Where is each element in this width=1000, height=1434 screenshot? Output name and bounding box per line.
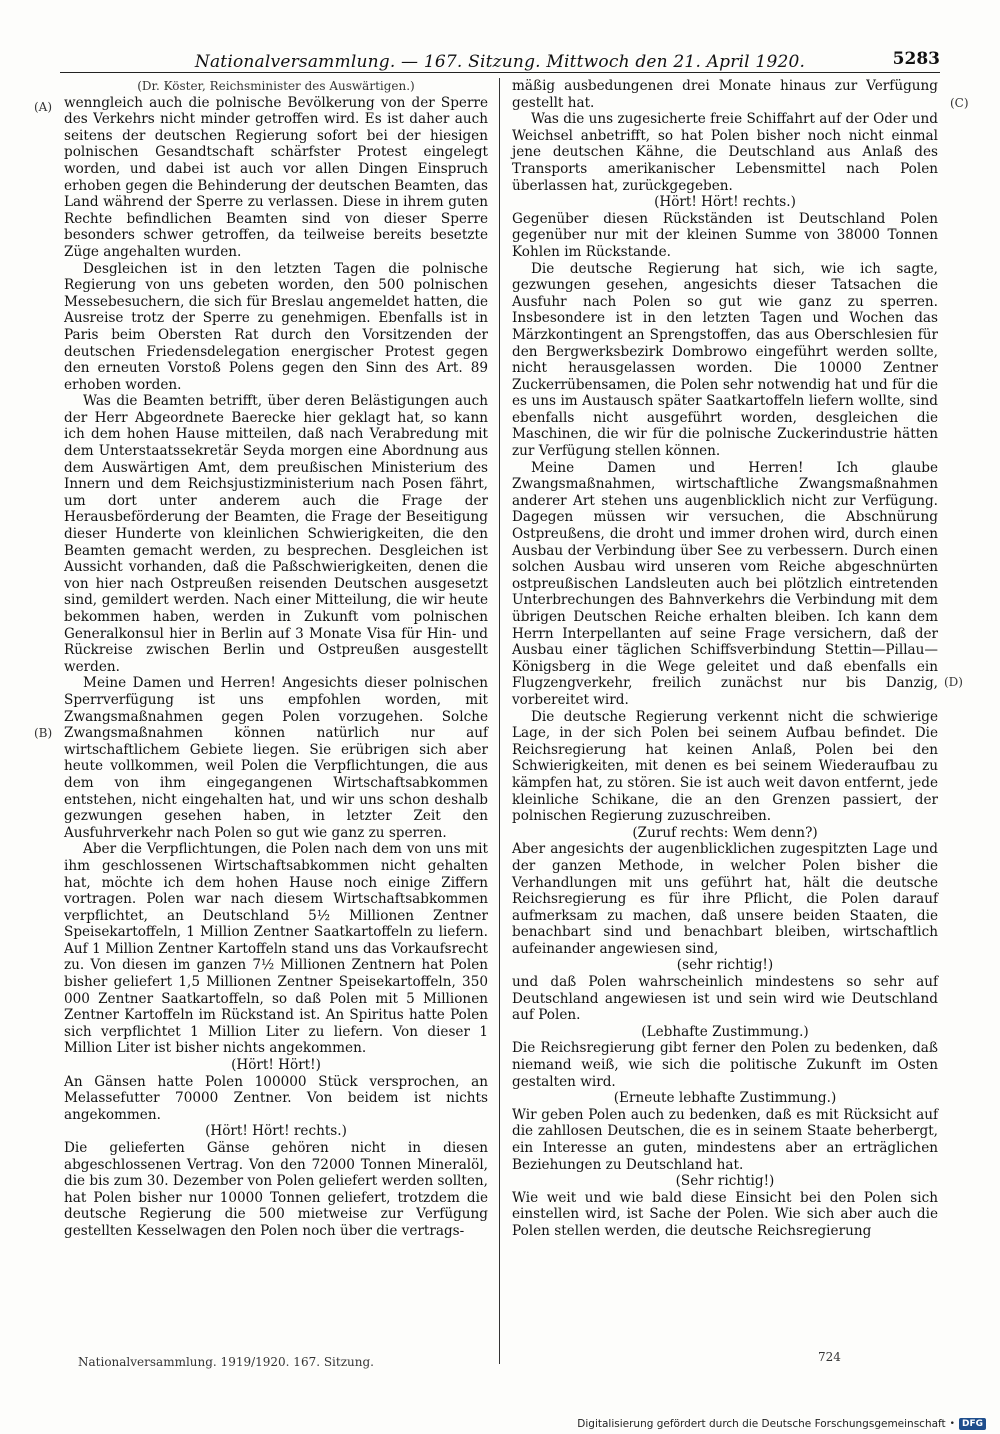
paragraph: Die gelieferten Gänse gehören nicht in diesen abgeschlossenen Vertrag. Von den 72000 Tonnen Mineralöl, die bis zum 30. Dezember von Polen geliefert werden sollten, hat Polen bisher nur 10000 Tonnen geliefert, trotzdem die deutsche Regierung die 500 mietweise zur Verfügung gestellten Kesselwagen den Polen noch über die vertrags- bbox=[64, 1140, 488, 1239]
speaker-attribution: (Dr. Köster, Reichsminister des Auswärtigen.) bbox=[137, 79, 415, 93]
paragraph: Was die uns zugesicherte freie Schiffahrt auf der Oder und Weichsel anbetrifft, so hat Polen bisher noch nicht einmal jene deutschen Kähne, die Deutschland aus Anlaß des Transports amerikanischer Lebensmittel nach Polen überlassen hat, zurückgegeben. bbox=[512, 111, 938, 194]
interjection: (sehr richtig!) bbox=[676, 957, 774, 974]
margin-marker-a: (A) bbox=[34, 100, 53, 114]
paragraph: wenngleich auch die polnische Bevölkerung von der Sperre des Verkehrs nicht minder getroffen wird. Es ist daher auch seitens der deutschen Regierung sofort bei der hiesigen polnischen Gesandtschaft schärfster Protest eingelegt worden, und dabei ist auch vor allen Dingen Einspruch erhoben gegen die Behinderung der deutschen Beamten, das Land während der Sperre zu verlassen. Diese in ihrem guten Rechte befindlichen Beamten sind von dieser Sperre besonders schwer getroffen, da teilweise bereits besetzte Züge angehalten wurden. bbox=[64, 94, 488, 260]
paragraph: Meine Damen und Herren! Ich glaube Zwangsmaßnahmen, wirtschaftliche Zwangsmaßnahmen anderer Art stehen uns augenblicklich nicht zur Verfügung. Dagegen müssen wir versuchen, die Abschnürung Ostpreußens, die droht und immer drohen wird, durch einen Ausbau der Verbindung über See zu verbessern. Durch einen solchen Ausbau wird unseren vom Reiche abgeschnürten ostpreußischen Landsleuten auch bei plötzlich eintretenden Unterbrechungen des Bahnverkehrs die Verbindung mit dem übrigen Deutschen Reiche erhalten bleiben. Ich kann dem Herrn Interpellanten auf seine Frage versichern, daß der Ausbau einer täglichen Schiffsverbindung Stettin—Pillau—Königsberg in die Wege geleitet und daß ebenfalls ein Flugzengverkehr, freilich zunächst nur bis Danzig, vorbereitet wird. bbox=[512, 459, 938, 708]
margin-marker-d: (D) bbox=[944, 675, 963, 689]
paragraph: Die deutsche Regierung hat sich, wie ich sagte, gezwungen gesehen, angesichts dieser Tatsachen die Ausfuhr nach Polen so gut wie ganz zu sperren. Insbesondere ist in den letzten Tagen und Wochen das Märzkontingent an Sprengstoffen, das aus Oberschlesien für den Bergwerksbezirk Dombrowo eingeführt werden sollte, nicht herausgelassen worden. Die 10000 Zentner Zuckerrübensamen, die Polen sehr notwendig hat und für die es uns im Austausch später Saatkartoffeln liefern wollte, sind ebenfalls nicht ausgeführt worden, desgleichen die Maschinen, die wir für die polnische Zuckerindustrie hätten zur Verfügung stellen können. bbox=[512, 260, 938, 460]
running-header bbox=[60, 42, 940, 73]
paragraph: Aber die Verpflichtungen, die Polen nach dem von uns mit ihm geschlossenen Wirtschaftsabkommen nicht gehalten hat, möchte ich dem hohen Hause noch einige Ziffern vortragen. Polen war nach diesem Wirtschaftsabkommen verpflichtet, an Deutschland 5½ Millionen Zentner Speisekartoffeln, 1 Million Zentner Saatkartoffeln zu liefern. Auf 1 Million Zentner Kartoffeln stand uns das Vorkaufsrecht zu. Von diesen im ganzen 7½ Millionen Zentnern hat Polen bisher geliefert 1,5 Millionen Zentner Speisekartoffeln, 350 000 Zentner Saatkartoffeln, so daß Polen mit 5 Millionen Zentner Kartoffeln im Rückstand ist. An Spiritus hatte Polen sich verpflichtet 1 Million Liter zu liefern. Von dieser 1 Million Liter ist bisher nichts angekommen. bbox=[64, 841, 488, 1057]
paragraph: Was die Beamten betrifft, über deren Belästigungen auch der Herr Abgeordnete Baerecke hier geklagt hat, so kann ich dem hohen Hause mitteilen, daß nach Verabredung mit dem Unterstaatssekretär Seyda morgen eine Abordnung aus dem Auswärtigen Amt, dem preußischen Ministerium des Innern und dem Reichsjustizministerium nach Posen fährt, um dort unter anderem auch die Frage der Herausbeförderung der Beamten, die Frage der Beseitigung dieser Hunderte von kleinlichen Schwierigkeiten, die den Beamten gemacht werden, zu besprechen. Desgleichen ist Aussicht vorhanden, daß die Paßschwierigkeiten, denen die von hier nach Ostpreußen reisenden Deutschen ausgesetzt sind, gemildert werden. Nach einer Mitteilung, die wir heute bekommen haben, werden in Zukunft vom polnischen Generalkonsul hier in Berlin auf 3 Monate Visa für Hin- und Rückreise zwischen Berlin und Ostpreußen ausgestellt werden. bbox=[64, 393, 488, 675]
margin-marker-c: (C) bbox=[950, 96, 969, 110]
paragraph: und daß Polen wahrscheinlich mindestens so sehr auf Deutschland angewiesen ist und sein wird wie Deutschland auf Polen. bbox=[512, 974, 938, 1024]
credit-separator: • bbox=[949, 1419, 955, 1429]
interjection: (Zuruf rechts: Wem denn?) bbox=[632, 824, 818, 841]
interjection: (Lebhafte Zustimmung.) bbox=[641, 1023, 809, 1040]
paragraph: Aber angesichts der augenblicklichen zugespitzten Lage und der ganzen Methode, in welcher Polen bisher die Verhandlungen mit uns geführt hat, hält die deutsche Reichsregierung es für ihre Pflicht, die Polen darauf aufmerksam zu machen, daß unsere beiden Staaten, die benachbart sind und benachbart bleiben, wirtschaftlich aufeinander angewiesen sind, bbox=[512, 841, 938, 957]
dfg-logo: DFG bbox=[959, 1418, 986, 1430]
paragraph: mäßig ausbedungenen drei Monate hinaus zur Verfügung gestellt hat. bbox=[512, 78, 938, 111]
paragraph: Gegenüber diesen Rückständen ist Deutschland Polen gegenüber nur mit der kleinen Summe von 38000 Tonnen Kohlen im Rückstande. bbox=[512, 210, 938, 260]
left-column bbox=[64, 78, 488, 1240]
footer-signature: Nationalversammlung. 1919/1920. 167. Sitzung. bbox=[78, 1355, 374, 1369]
paragraph: Wir geben Polen auch zu bedenken, daß es mit Rücksicht auf die zahllosen Deutschen, die es in seinem Staate beherbergt, ein Interesse an guten, mindestens aber an erträglichen Beziehungen zu Deutschland hat. bbox=[512, 1106, 938, 1173]
interjection: (Hört! Hört! rechts.) bbox=[205, 1123, 347, 1140]
footer-sheet-number: 724 bbox=[818, 1350, 841, 1364]
paragraph: Meine Damen und Herren! Angesichts dieser polnischen Sperrverfügung ist uns empfohlen worden, mit Zwangsmaßnahmen gegen Polen vorzugehen. Solche Zwangsmaßnahmen können natürlich nur auf wirtschaftlichem Gebiete liegen. Sie erübrigen sich aber heute vollkommen, weil Polen die Verpflichtungen, die aus dem von ihm eingegangenen Wirtschaftsabkommen entstehen, nicht eingehalten hat, und wir uns schon deshalb gezwungen gesehen haben, in letzter Zeit den Ausfuhrverkehr nach Polen so gut wie ganz zu sperren. bbox=[64, 675, 488, 841]
paragraph: Die deutsche Regierung verkennt nicht die schwierige Lage, in der sich Polen bei seinem Aufbau befindet. Die Reichsregierung hat keinen Anlaß, Polen bei den Schwierigkeiten, mit denen es bei seinem Wiederaufbau zu kämpfen hat, zu stören. Sie ist auch weit davon entfernt, jede kleinliche Schikane, die an den Grenzen passiert, der polnischen Regierung zuzuschreiben. bbox=[512, 708, 938, 825]
margin-marker-b: (B) bbox=[34, 726, 53, 740]
interjection: (Erneute lebhafte Zustimmung.) bbox=[613, 1090, 837, 1107]
column-divider bbox=[499, 78, 500, 1364]
interjection: (Hört! Hört! rechts.) bbox=[654, 194, 796, 211]
credit-text: Digitalisierung gefördert durch die Deutsche Forschungsgemeinschaft bbox=[577, 1418, 946, 1430]
paragraph: Die Reichsregierung gibt ferner den Polen zu bedenken, daß niemand weiß, wie sich die politische Zukunft im Osten gestalten wird. bbox=[512, 1040, 938, 1090]
page-number: 5283 bbox=[892, 49, 940, 69]
paragraph: Desgleichen ist in den letzten Tagen die polnische Regierung von uns gebeten worden, den 500 polnischen Messebesuchern, die sich für Breslau angemeldet hatten, die Ausreise trotz der Sperre zu genehmigen. Ebenfalls ist in Paris beim Obersten Rat durch den Vorsitzenden der deutschen Friedensdelegation energischer Protest gegen den erneuten Vorstoß Polens gegen den Sinn des Art. 89 erhoben worden. bbox=[64, 260, 488, 393]
right-column bbox=[512, 78, 938, 1240]
header-title: Nationalversammlung. — 167. Sitzung. Mittwoch den 21. April 1920. bbox=[194, 52, 806, 72]
digitization-credit bbox=[577, 1418, 986, 1430]
interjection: (Hört! Hört!) bbox=[231, 1057, 321, 1074]
interjection: (Sehr richtig!) bbox=[675, 1173, 775, 1190]
paragraph: Wie weit und wie bald diese Einsicht bei den Polen sich einstellen wird, ist Sache der Polen. Wie sich aber auch die Polen stellen werden, die deutsche Reichsregierung bbox=[512, 1189, 938, 1239]
paragraph: An Gänsen hatte Polen 100000 Stück versprochen, an Melassefutter 70000 Zentner. Von beidem ist nichts angekommen. bbox=[64, 1073, 488, 1123]
